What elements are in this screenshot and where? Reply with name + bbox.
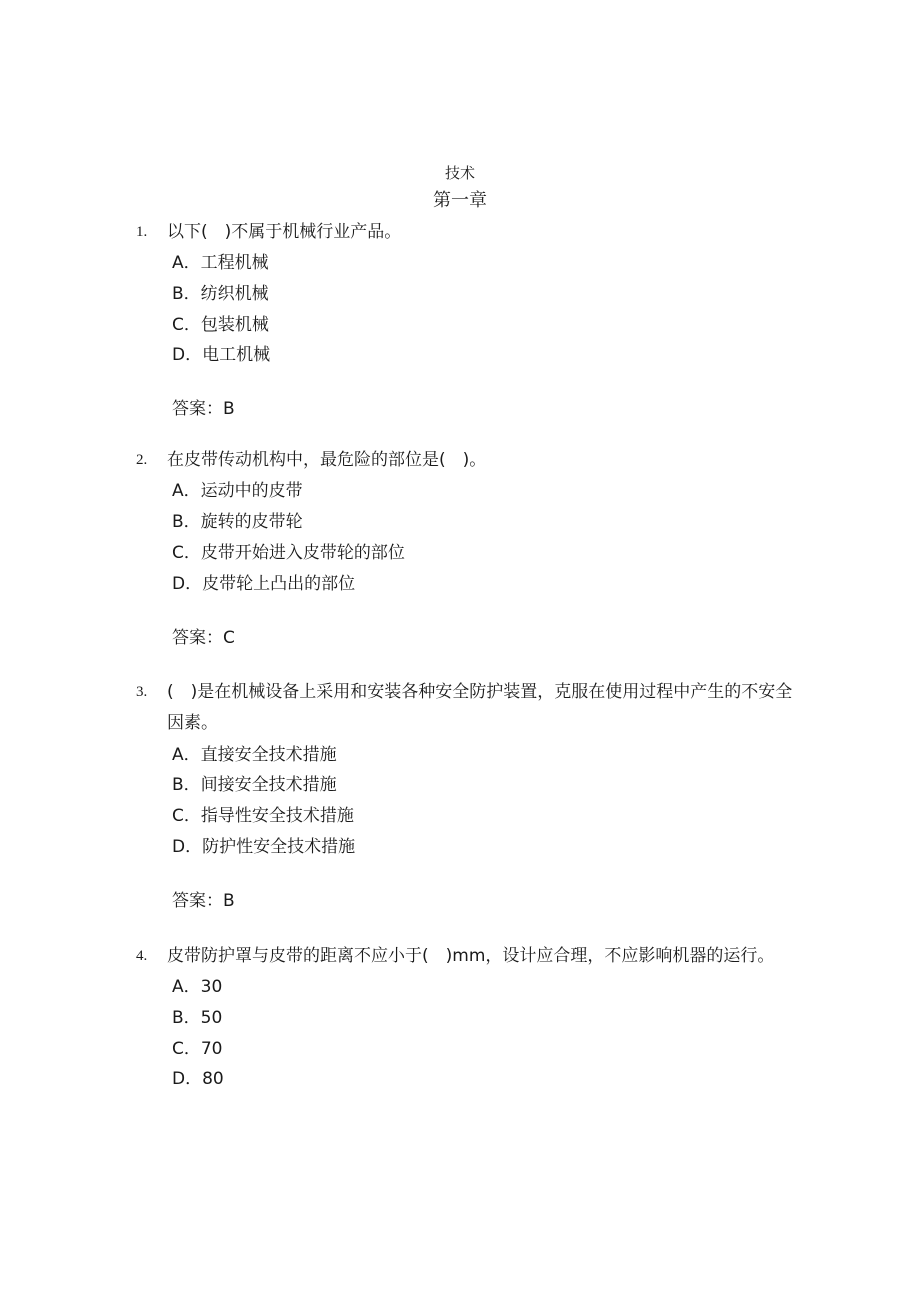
question-number: 1. [136,224,148,240]
option-a: A．直接安全技术措施 [172,745,337,765]
option-b: B．纺织机械 [172,284,269,304]
question-text: 皮带防护罩与皮带的距离不应小于( )mm，设计应合理，不应影响机器的运行。 [167,946,775,966]
option-d: D．80 [172,1069,224,1089]
answer: 答案：B [172,891,235,911]
answer: 答案：B [172,399,235,419]
option-d: D．皮带轮上凸出的部位 [172,574,356,594]
question-number: 3. [136,684,148,700]
answer: 答案：C [172,628,235,648]
option-c: C．皮带开始进入皮带轮的部位 [172,543,405,563]
option-a: A．工程机械 [172,253,269,273]
option-a: A．30 [172,977,223,997]
option-b: B．间接安全技术措施 [172,775,337,795]
option-c: C．指导性安全技术措施 [172,806,354,826]
option-a: A．运动中的皮带 [172,481,303,501]
option-d: D．电工机械 [172,345,271,365]
question-text: 在皮带传动机构中，最危险的部位是( )。 [167,450,487,470]
option-c: C．包装机械 [172,315,269,335]
option-d: D．防护性安全技术措施 [172,837,356,857]
chapter-title: 第一章 [433,190,487,211]
question-number: 4. [136,948,148,964]
question-text: 以下( )不属于机械行业产品。 [167,222,402,242]
question-text: ( )是在机械设备上采用和安装各种安全防护装置，克服在使用过程中产生的不安全因素。 [167,682,793,733]
question-number: 2. [136,452,148,468]
document-title: 技术 [444,164,475,182]
option-c: C．70 [172,1039,223,1059]
option-b: B．旋转的皮带轮 [172,512,303,532]
option-b: B．50 [172,1008,223,1028]
